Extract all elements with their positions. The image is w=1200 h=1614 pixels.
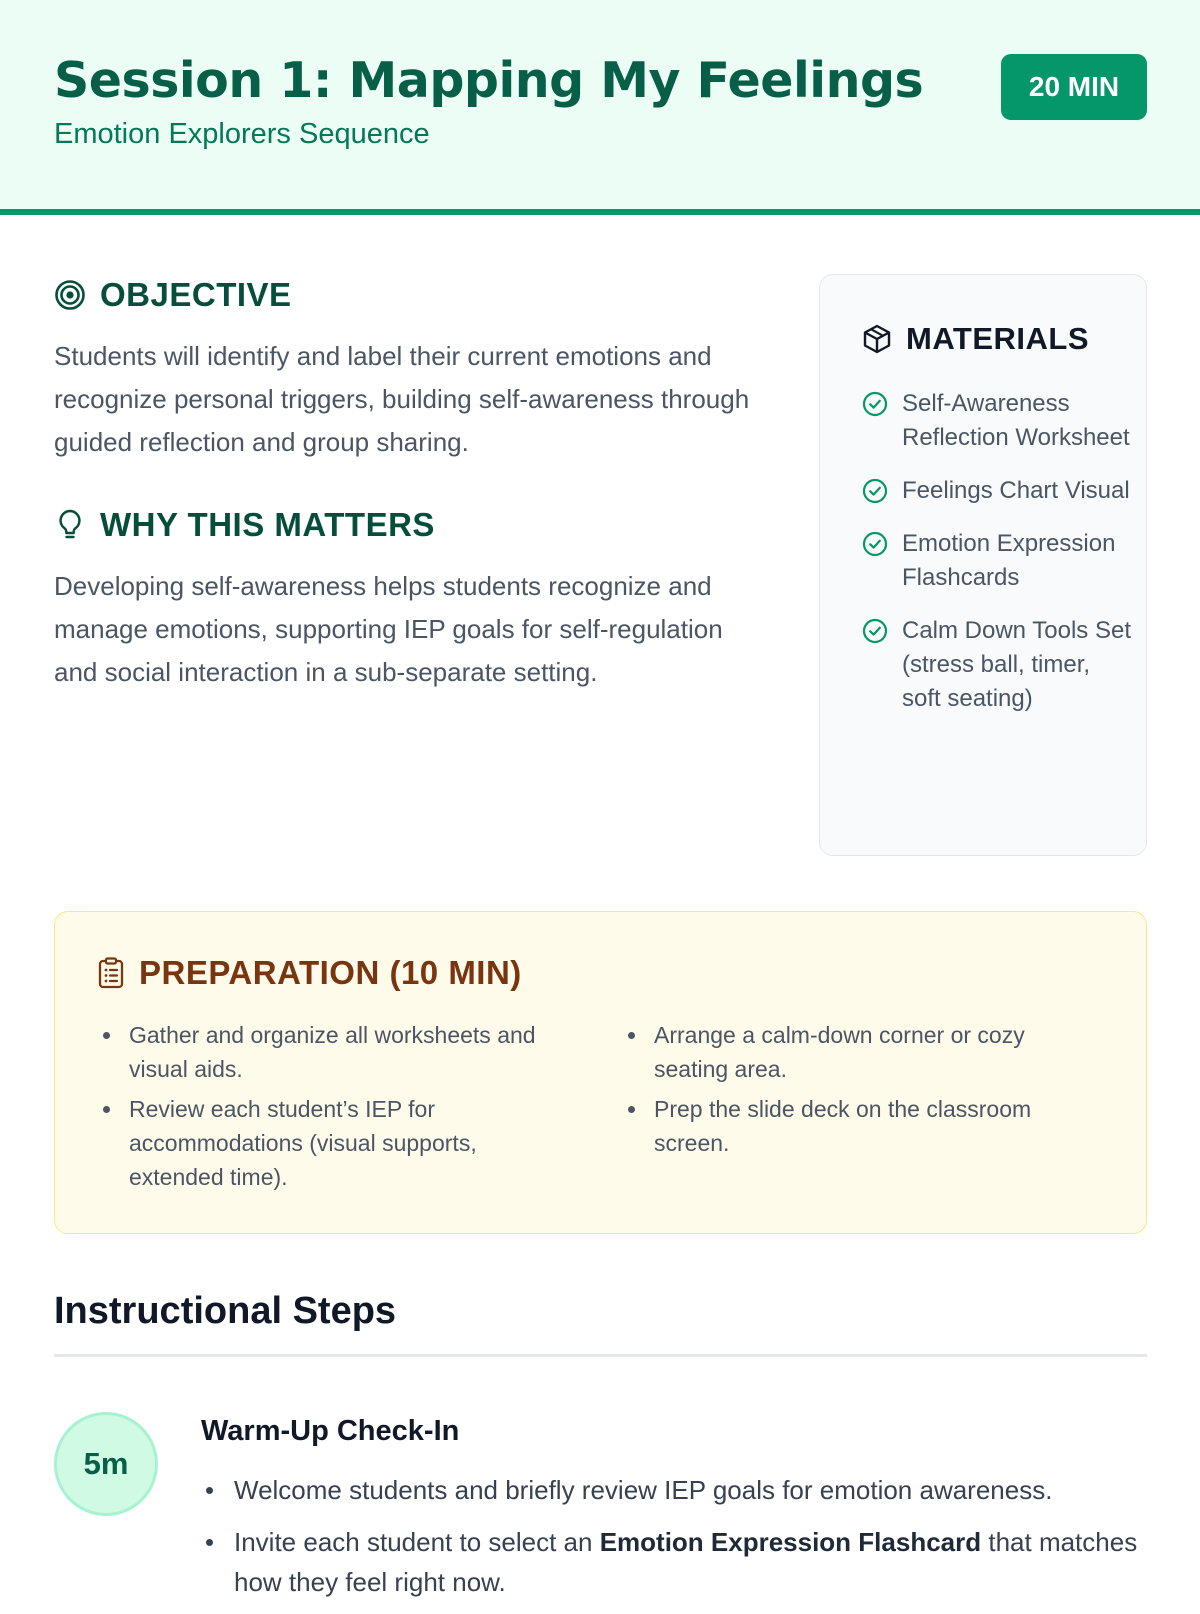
- objective-heading-label: OBJECTIVE: [100, 276, 292, 313]
- preparation-item: Review each student’s IEP for accommodations (visual supports, extended time).: [99, 1092, 569, 1194]
- flashcard-emphasis: Emotion Expression Flashcard: [599, 1527, 982, 1557]
- step-bullet: Welcome students and briefly review IEP goals for emotion awareness.: [201, 1470, 1161, 1510]
- check-circle-icon: [862, 531, 888, 557]
- materials-heading: [862, 321, 1089, 357]
- sequence-subtitle: Emotion Explorers Sequence: [54, 118, 430, 150]
- duration-badge: 20 MIN: [1001, 54, 1147, 120]
- package-icon: [862, 323, 892, 355]
- target-icon: [54, 279, 86, 311]
- check-circle-icon: [862, 478, 888, 504]
- step-bullet: [201, 1522, 1161, 1602]
- preparation-list-left: [99, 1018, 569, 1200]
- step-bullet-list: [201, 1470, 1161, 1614]
- preparation-list-right: [624, 1018, 1094, 1166]
- check-circle-icon: [862, 618, 888, 644]
- page-title: Session 1: Mapping My Feelings: [54, 52, 924, 109]
- objective-heading: [54, 276, 292, 314]
- step-bullet-text: that matches how they feel right now.: [234, 1527, 1138, 1597]
- steps-heading: Instructional Steps: [54, 1290, 397, 1332]
- lightbulb-icon: [54, 508, 86, 542]
- preparation-heading-label: PREPARATION (10 MIN): [139, 954, 522, 991]
- preparation-item: Arrange a calm-down corner or cozy seating area.: [624, 1018, 1094, 1086]
- step-bullet-text: Invite each student to select an: [234, 1527, 600, 1557]
- materials-item: [862, 527, 1132, 595]
- step-title: Warm-Up Check-In: [201, 1415, 460, 1447]
- materials-item-label: Emotion Expression Flashcards: [902, 530, 1116, 591]
- materials-card: [819, 274, 1147, 856]
- check-circle-icon: [862, 391, 888, 417]
- materials-item-label: Self-Awareness Reflection Worksheet: [902, 390, 1130, 451]
- materials-item: [862, 387, 1132, 455]
- preparation-item: Prep the slide deck on the classroom screen.: [624, 1092, 1094, 1160]
- step-duration-badge: 5m: [54, 1412, 158, 1516]
- preparation-card: [54, 911, 1147, 1234]
- materials-item-label: Calm Down Tools Set (stress ball, timer, soft seating): [902, 617, 1131, 712]
- session-header: [0, 0, 1200, 215]
- clipboard-icon: [97, 956, 125, 990]
- materials-heading-label: MATERIALS: [906, 321, 1090, 356]
- materials-item: [862, 474, 1132, 508]
- preparation-item: Gather and organize all worksheets and visual aids.: [99, 1018, 569, 1086]
- why-heading-label: WHY THIS MATTERS: [100, 506, 435, 543]
- objective-text: Students will identify and label their current emotions and recognize personal triggers, building self-awareness through guided reflection and group sharing.: [54, 341, 750, 457]
- materials-item: [862, 614, 1132, 716]
- why-text: Developing self-awareness helps students recognize and manage emotions, supporting IEP goals for self-regulation and social interaction in a sub-separate setting.: [54, 571, 723, 687]
- materials-list: [862, 387, 1132, 735]
- materials-item-label: Feelings Chart Visual: [902, 477, 1130, 504]
- why-heading: [54, 506, 435, 544]
- steps-divider: [54, 1354, 1147, 1357]
- preparation-heading: [97, 954, 522, 992]
